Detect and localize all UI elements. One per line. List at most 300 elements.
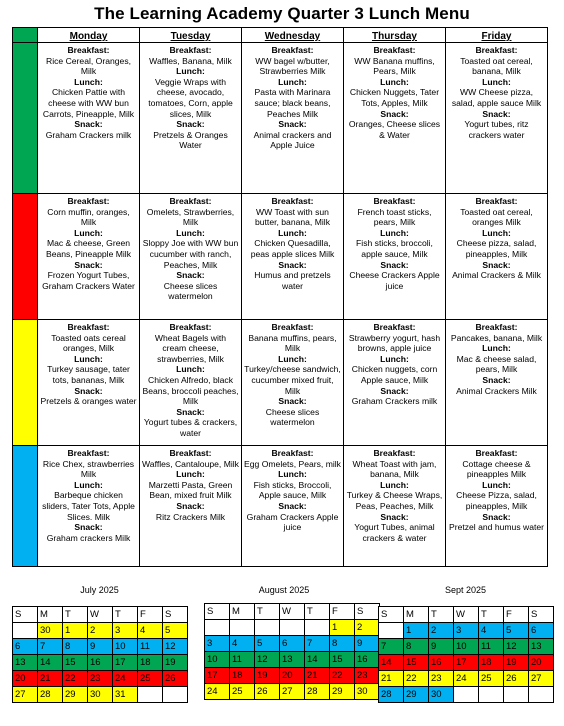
calendar-weekday-row (205, 604, 380, 620)
breakfast-label: Breakfast: (67, 45, 110, 55)
lunch-label: Lunch: (482, 76, 511, 87)
snack-label: Snack: (278, 500, 307, 511)
weekday-label: M (230, 604, 255, 620)
snack-items: Pretzels & oranges water (40, 396, 137, 407)
calendar-day-cell: 17 (113, 655, 138, 671)
lunch-items: Chicken Nuggets, Tater Tots, Apples, Milk (349, 87, 440, 108)
calendar-day-cell: 12 (504, 639, 529, 655)
lunch-label: Lunch: (380, 227, 409, 238)
calendar-week-row (379, 687, 554, 703)
week-row (13, 446, 548, 567)
calendar-day-cell: 23 (355, 668, 380, 684)
lunch-items: Chicken Alfredo, black Beans, broccoli peaches, Milk (142, 374, 239, 407)
calendar-week-row (13, 623, 188, 639)
weekday-label: S (13, 607, 38, 623)
calendar-day-cell: 3 (113, 623, 138, 639)
menu-cell-friday (446, 446, 548, 567)
snack-label: Snack: (176, 270, 205, 281)
breakfast-items: Egg Omelets, Pears, milk (244, 458, 341, 469)
weekday-label: F (138, 607, 163, 623)
week-row (13, 194, 548, 320)
calendar-day-cell: 18 (479, 655, 504, 671)
breakfast-items: Banana muffins, pears, Milk (248, 332, 337, 354)
calendar-day-cell: 26 (504, 671, 529, 687)
snack-label: Snack: (74, 522, 103, 533)
snack-label: Snack: (482, 374, 511, 385)
breakfast-label: Breakfast: (271, 322, 314, 332)
calendar-day-cell: 27 (280, 684, 305, 700)
calendar-day-cell: 21 (38, 671, 63, 687)
lunch-label: Lunch: (176, 469, 205, 480)
calendar-august (204, 603, 380, 700)
calendar-day-cell: 14 (305, 652, 330, 668)
breakfast-items: WW Banana muffins, Pears, Milk (354, 55, 435, 77)
lunch-label: Lunch: (380, 353, 409, 364)
page-title: The Learning Academy Quarter 3 Lunch Menu (94, 4, 470, 23)
calendar-day-cell (504, 687, 529, 703)
calendar-day-cell: 25 (138, 671, 163, 687)
weekday-label: T (305, 604, 330, 620)
lunch-items: Barbeque chicken sliders, Tater Tots, Apple Slices. Milk (42, 490, 135, 522)
weekday-label: W (454, 607, 479, 623)
calendar-day-cell: 24 (113, 671, 138, 687)
breakfast-label: Breakfast: (169, 448, 212, 458)
week-color-bar (13, 320, 38, 446)
menu-cell-wednesday (242, 43, 344, 194)
weekday-label: W (88, 607, 113, 623)
calendar-day-cell: 24 (454, 671, 479, 687)
snack-items: Animal Crackers Milk (456, 385, 537, 396)
lunch-items: Cheese pizza, salad, pineapples, Milk (456, 238, 537, 259)
calendar-week-row (379, 671, 554, 687)
breakfast-label: Breakfast: (475, 322, 518, 332)
calendar-day-cell: 2 (355, 620, 380, 636)
calendar-day-cell: 4 (138, 623, 163, 639)
calendar-day-cell: 28 (379, 687, 404, 703)
breakfast-label: Breakfast: (67, 448, 110, 458)
weekday-label: T (63, 607, 88, 623)
breakfast-items: Toasted oats cereal oranges, Milk (51, 332, 126, 354)
calendar-week-row (13, 639, 188, 655)
lunch-items: Turkey sausage, tater tots, bananas, Milk (47, 364, 130, 385)
snack-label: Snack: (176, 500, 205, 511)
breakfast-label: Breakfast: (271, 196, 314, 206)
breakfast-items: WW Toast with sun butter, banana, Milk (254, 206, 330, 228)
lunch-items: Turkey/cheese sandwich, cucumber mixed fruit, Milk (244, 364, 341, 396)
calendar-day-cell: 17 (454, 655, 479, 671)
snack-items: Yogurt Tubes, animal crackers & water (354, 522, 435, 543)
calendar-title-august: August 2025 (258, 585, 310, 595)
breakfast-items: Cottage cheese & pineapples Milk (462, 458, 531, 480)
snack-label: Snack: (278, 396, 307, 407)
breakfast-items: Wheat Bagels with cream cheese, strawberries, Milk (154, 332, 227, 364)
menu-cell-thursday (344, 446, 446, 567)
lunch-items: Mac & cheese, Green Beans, Pineapple Milk (45, 238, 132, 259)
snack-label: Snack: (380, 108, 409, 119)
calendar-day-cell (280, 620, 305, 636)
calendar-day-cell: 11 (230, 652, 255, 668)
calendar-day-cell: 20 (529, 655, 554, 671)
snack-items: Graham crackers Milk (46, 532, 131, 543)
calendar-day-cell: 2 (429, 623, 454, 639)
calendar-day-cell: 22 (63, 671, 88, 687)
calendar-day-cell: 4 (230, 636, 255, 652)
lunch-label: Lunch: (74, 479, 103, 490)
calendar-day-cell (13, 623, 38, 639)
breakfast-label: Breakfast: (373, 448, 416, 458)
calendar-day-cell: 27 (13, 687, 38, 703)
weekday-label: S (355, 604, 380, 620)
snack-items: Pretzels & Oranges Water (153, 129, 228, 151)
calendar-day-cell: 29 (404, 687, 429, 703)
breakfast-label: Breakfast: (475, 45, 518, 55)
menu-cell-thursday (344, 320, 446, 446)
menu-cell-monday (38, 194, 140, 320)
menu-cell-tuesday (140, 43, 242, 194)
snack-items: Graham Crackers Apple juice (246, 511, 339, 533)
calendar-week-row (205, 652, 380, 668)
calendar-day-cell: 22 (330, 668, 355, 684)
breakfast-items: Waffles, Banana, Milk (149, 55, 232, 66)
breakfast-items: WW bagel w/butter, Strawberries Milk (255, 55, 330, 77)
calendar-day-cell: 19 (163, 655, 188, 671)
calendar-day-cell: 5 (255, 636, 280, 652)
weekday-label: M (404, 607, 429, 623)
menu-cell-tuesday (140, 194, 242, 320)
breakfast-label: Breakfast: (271, 448, 314, 458)
calendar-day-cell: 13 (13, 655, 38, 671)
calendar-day-cell (255, 620, 280, 636)
lunch-items: Marzetti Pasta, Green Bean, mixed fruit Milk (148, 479, 233, 501)
weekday-label: M (38, 607, 63, 623)
breakfast-items: Waffles, Cantaloupe, Milk (142, 458, 239, 469)
calendar-day-cell: 22 (404, 671, 429, 687)
breakfast-items: Rice Chex, strawberries Milk (42, 458, 135, 480)
menu-cell-friday (446, 43, 548, 194)
calendar-day-cell: 10 (113, 639, 138, 655)
breakfast-label: Breakfast: (169, 45, 212, 55)
breakfast-label: Breakfast: (373, 322, 416, 332)
calendar-day-cell: 29 (330, 684, 355, 700)
week-color-bar (13, 446, 38, 567)
menu-cell-tuesday (140, 446, 242, 567)
lunch-items: Fish sticks, broccoli, apple sauce, Milk (356, 238, 433, 259)
week-color-bar (13, 43, 38, 194)
menu-cell-wednesday (242, 446, 344, 567)
menu-header-row (13, 28, 548, 43)
snack-items: Cheese Crackers Apple juice (349, 270, 440, 291)
calendar-day-cell: 21 (379, 671, 404, 687)
calendar-day-cell (379, 623, 404, 639)
menu-cell-monday (38, 43, 140, 194)
snack-items: Animal Crackers & Milk (452, 270, 541, 281)
calendar-week-row (379, 655, 554, 671)
menu-cell-thursday (344, 194, 446, 320)
snack-label: Snack: (278, 259, 307, 270)
lunch-items: Fish sticks, Broccoli, Apple sauce, Milk (253, 479, 332, 501)
calendar-day-cell (205, 620, 230, 636)
menu-cell-friday (446, 194, 548, 320)
calendar-week-row (13, 687, 188, 703)
snack-items: Graham Crackers milk (351, 396, 438, 407)
calendar-day-cell: 3 (454, 623, 479, 639)
calendar-day-cell: 30 (355, 684, 380, 700)
lunch-items: Sloppy Joe with WW bun cucumber with ranch, Peaches, Milk (142, 238, 239, 270)
lunch-items: Pasta with Marinara sauce; black beans, Peaches Milk (254, 87, 331, 119)
snack-items: Animal crackers and Apple Juice (253, 129, 332, 151)
snack-items: Cheese slices watermelon (265, 406, 320, 428)
lunch-items: Chicken nuggets, corn Apple sauce, Milk (351, 364, 438, 385)
calendar-day-cell: 15 (63, 655, 88, 671)
calendar-day-cell: 20 (280, 668, 305, 684)
lunch-items: Chicken Pattie with cheese with WW bun Carrots, Pineapple, Milk (42, 87, 135, 119)
lunch-label: Lunch: (380, 76, 409, 87)
calendar-day-cell: 29 (63, 687, 88, 703)
snack-label: Snack: (74, 119, 103, 130)
menu-cell-thursday (344, 43, 446, 194)
weekday-label: F (504, 607, 529, 623)
calendar-title-september: Sept 2025 (444, 585, 487, 595)
week-row (13, 320, 548, 446)
lunch-label: Lunch: (278, 469, 307, 480)
lunch-items: Veggie Wraps with cheese, avocado, tomatoes, Corn, apple slices, Milk (148, 76, 233, 119)
lunch-label: Lunch: (278, 76, 307, 87)
calendar-day-cell: 16 (88, 655, 113, 671)
snack-items: Yogurt tubes & crackers, water (143, 417, 238, 438)
snack-label: Snack: (278, 119, 307, 130)
calendar-week-row (205, 636, 380, 652)
snack-label: Snack: (176, 119, 205, 130)
header-color-cell (13, 28, 38, 43)
breakfast-label: Breakfast: (475, 448, 518, 458)
breakfast-items: Omelets, Strawberries, Milk (146, 206, 235, 228)
breakfast-label: Breakfast: (169, 322, 212, 332)
weekday-label: T (113, 607, 138, 623)
calendar-day-cell: 9 (355, 636, 380, 652)
menu-cell-friday (446, 320, 548, 446)
snack-items: Cheese slices watermelon (163, 280, 218, 302)
calendar-day-cell: 28 (305, 684, 330, 700)
calendar-day-cell: 12 (163, 639, 188, 655)
calendar-day-cell: 31 (113, 687, 138, 703)
calendar-day-cell: 27 (529, 671, 554, 687)
breakfast-items: Wheat Toast with jam, banana, Milk (352, 458, 437, 480)
lunch-label: Lunch: (482, 479, 511, 490)
calendar-day-cell: 3 (205, 636, 230, 652)
calendar-day-cell: 14 (379, 655, 404, 671)
calendar-day-cell: 23 (429, 671, 454, 687)
calendar-weekday-row (13, 607, 188, 623)
calendar-day-cell: 15 (404, 655, 429, 671)
week-row (13, 43, 548, 194)
calendar-day-cell: 18 (138, 655, 163, 671)
lunch-items: Chicken Quesadilla, peas apple slices Milk (250, 238, 335, 259)
calendar-day-cell: 13 (280, 652, 305, 668)
calendar-day-cell: 1 (330, 620, 355, 636)
calendar-day-cell: 11 (138, 639, 163, 655)
calendar-day-cell: 7 (305, 636, 330, 652)
snack-label: Snack: (74, 385, 103, 396)
calendar-day-cell: 5 (504, 623, 529, 639)
calendar-day-cell: 17 (205, 668, 230, 684)
calendar-day-cell: 23 (88, 671, 113, 687)
calendar-day-cell: 25 (230, 684, 255, 700)
calendar-day-cell: 26 (163, 671, 188, 687)
lunch-label: Lunch: (74, 353, 103, 364)
lunch-menu-table (12, 27, 548, 567)
calendar-day-cell: 16 (429, 655, 454, 671)
calendar-day-cell: 25 (479, 671, 504, 687)
lunch-items: Mac & cheese salad, pears, Milk (456, 353, 537, 375)
calendar-september (378, 606, 554, 703)
lunch-label: Lunch: (380, 479, 409, 490)
menu-cell-monday (38, 446, 140, 567)
breakfast-label: Breakfast: (67, 322, 110, 332)
calendar-day-cell: 26 (255, 684, 280, 700)
calendar-day-cell: 2 (88, 623, 113, 639)
calendar-day-cell: 10 (454, 639, 479, 655)
calendar-day-cell: 15 (330, 652, 355, 668)
day-header-monday: Monday (38, 28, 140, 43)
snack-label: Snack: (482, 259, 511, 270)
day-header-thursday: Thursday (344, 28, 446, 43)
calendar-day-cell: 12 (255, 652, 280, 668)
calendar-day-cell: 14 (38, 655, 63, 671)
calendar-day-cell: 24 (205, 684, 230, 700)
calendar-day-cell: 30 (88, 687, 113, 703)
menu-cell-monday (38, 320, 140, 446)
lunch-label: Lunch: (482, 227, 511, 238)
weekday-label: S (163, 607, 188, 623)
lunch-label: Lunch: (176, 364, 205, 375)
calendar-day-cell: 6 (529, 623, 554, 639)
calendar-day-cell: 11 (479, 639, 504, 655)
breakfast-label: Breakfast: (169, 196, 212, 206)
calendar-day-cell: 19 (255, 668, 280, 684)
weekday-label: S (379, 607, 404, 623)
breakfast-items: Corn muffin, oranges, Milk (47, 206, 130, 228)
breakfast-label: Breakfast: (475, 196, 518, 206)
weekday-label: T (429, 607, 454, 623)
weekday-label: S (205, 604, 230, 620)
breakfast-label: Breakfast: (271, 45, 314, 55)
breakfast-items: French toast sticks, pears, Milk (357, 206, 432, 228)
lunch-items: Cheese Pizza, salad, pineapples, Milk (456, 490, 537, 511)
calendar-week-row (13, 655, 188, 671)
calendar-week-row (205, 668, 380, 684)
calendar-day-cell: 8 (330, 636, 355, 652)
calendar-day-cell: 1 (63, 623, 88, 639)
calendar-day-cell: 7 (38, 639, 63, 655)
lunch-label: Lunch: (176, 227, 205, 238)
week-color-bar (13, 194, 38, 320)
lunch-label: Lunch: (74, 227, 103, 238)
snack-label: Snack: (380, 385, 409, 396)
calendar-day-cell (529, 687, 554, 703)
lunch-items: Turkey & Cheese Wraps, Peas, Peaches, Milk (346, 490, 443, 511)
calendar-day-cell: 18 (230, 668, 255, 684)
calendar-day-cell (479, 687, 504, 703)
snack-label: Snack: (380, 511, 409, 522)
menu-cell-wednesday (242, 320, 344, 446)
snack-items: Humus and pretzels water (254, 270, 331, 291)
calendar-day-cell: 6 (13, 639, 38, 655)
lunch-label: Lunch: (176, 66, 205, 77)
weekday-label: T (255, 604, 280, 620)
snack-label: Snack: (482, 511, 511, 522)
day-header-tuesday: Tuesday (140, 28, 242, 43)
lunch-label: Lunch: (278, 227, 307, 238)
calendar-day-cell: 4 (479, 623, 504, 639)
snack-items: Yogurt tubes, ritz crackers water (464, 119, 529, 140)
calendar-july (12, 606, 188, 703)
weekday-label: W (280, 604, 305, 620)
calendar-week-row (205, 684, 380, 700)
calendar-weekday-row (379, 607, 554, 623)
breakfast-items: Pancakes, banana, Milk (450, 332, 543, 343)
breakfast-label: Breakfast: (67, 196, 110, 206)
lunch-label: Lunch: (482, 343, 511, 354)
breakfast-items: Toasted oat cereal, banana, Milk (460, 55, 533, 77)
calendar-day-cell: 9 (429, 639, 454, 655)
menu-cell-wednesday (242, 194, 344, 320)
calendar-day-cell: 10 (205, 652, 230, 668)
breakfast-label: Breakfast: (373, 196, 416, 206)
calendar-day-cell: 13 (529, 639, 554, 655)
snack-label: Snack: (74, 259, 103, 270)
calendar-day-cell: 20 (13, 671, 38, 687)
snack-items: Ritz Crackers Milk (155, 511, 226, 522)
calendar-day-cell: 7 (379, 639, 404, 655)
menu-cell-tuesday (140, 320, 242, 446)
day-header-wednesday: Wednesday (242, 28, 344, 43)
calendar-day-cell: 8 (404, 639, 429, 655)
breakfast-items: Toasted oat cereal, oranges Milk (460, 206, 533, 228)
lunch-items: WW Cheese pizza, salad, apple sauce Milk (451, 87, 542, 108)
lunch-label: Lunch: (74, 76, 103, 87)
calendar-day-cell (454, 687, 479, 703)
calendar-week-row (13, 671, 188, 687)
calendar-week-row (379, 639, 554, 655)
calendar-week-row (205, 620, 380, 636)
snack-label: Snack: (482, 108, 511, 119)
calendar-day-cell: 1 (404, 623, 429, 639)
calendar-title-july: July 2025 (80, 585, 119, 595)
calendar-day-cell (230, 620, 255, 636)
breakfast-label: Breakfast: (373, 45, 416, 55)
calendar-day-cell: 21 (305, 668, 330, 684)
calendar-day-cell: 16 (355, 652, 380, 668)
snack-items: Graham Crackers milk (45, 129, 132, 140)
calendar-day-cell: 30 (38, 623, 63, 639)
weekday-label: S (529, 607, 554, 623)
calendar-day-cell: 19 (504, 655, 529, 671)
snack-items: Pretzel and humus water (448, 522, 545, 533)
lunch-label: Lunch: (278, 353, 307, 364)
calendar-day-cell (163, 687, 188, 703)
calendar-day-cell: 6 (280, 636, 305, 652)
calendar-day-cell: 5 (163, 623, 188, 639)
day-header-friday: Friday (446, 28, 548, 43)
breakfast-items: Rice Cereal, Oranges, Milk (45, 55, 132, 77)
calendar-day-cell (138, 687, 163, 703)
calendar-day-cell: 9 (88, 639, 113, 655)
calendar-week-row (379, 623, 554, 639)
weekday-label: T (479, 607, 504, 623)
calendar-day-cell (305, 620, 330, 636)
snack-items: Frozen Yogurt Tubes, Graham Crackers Water (42, 270, 135, 291)
calendar-day-cell: 8 (63, 639, 88, 655)
